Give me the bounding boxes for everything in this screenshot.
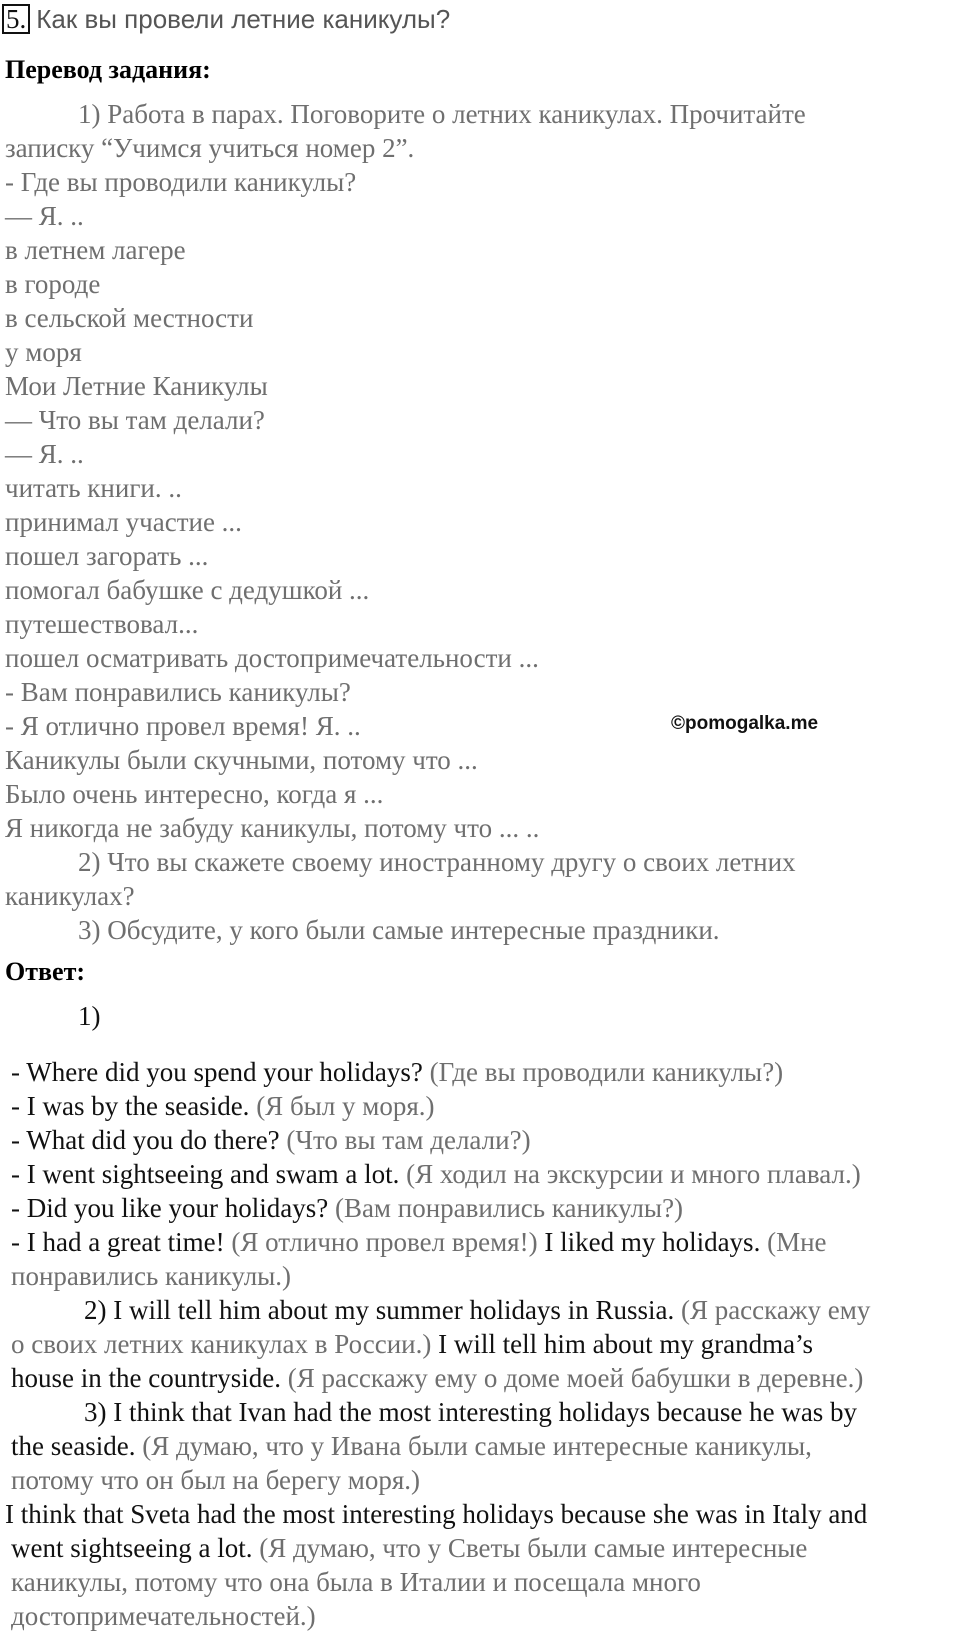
answer-english: house in the countryside. xyxy=(11,1363,281,1393)
answer-line xyxy=(11,1259,291,1293)
task-number: 5. xyxy=(2,4,30,34)
answer-english: went sightseeing a lot. xyxy=(11,1533,253,1563)
translation-line: — Что вы там делали? xyxy=(5,405,265,435)
answer-english: the seaside. xyxy=(11,1431,136,1461)
answer-russian: (Вам понравились каникулы?) xyxy=(328,1193,684,1223)
answer-line xyxy=(11,1225,827,1259)
translation-line: каникулах? xyxy=(5,881,135,911)
answer-english: - Where did you spend your holidays? xyxy=(11,1057,423,1087)
answer-russian: о своих летних каникулах в России.) xyxy=(11,1329,432,1359)
answer-english: 3) I think that Ivan had the most interesting holidays because he was by xyxy=(84,1397,858,1427)
translation-line: 1) Работа в парах. Поговорите о летних каникулах. Прочитайте xyxy=(78,99,806,129)
answer-heading: Ответ: xyxy=(5,957,86,986)
answer-line xyxy=(84,1395,857,1429)
translation-line: пошел осматривать достопримечательности ... xyxy=(5,643,539,673)
answer-russian: (Что вы там делали?) xyxy=(279,1125,531,1155)
answer-russian: (Я отлично провел время!) xyxy=(224,1227,538,1257)
answer-line xyxy=(11,1361,863,1395)
answer-english: - I was by the seaside. xyxy=(11,1091,250,1121)
answer-english: I think that Sveta had the most interesting holidays because she was in Italy and xyxy=(5,1499,868,1529)
translation-line: Было очень интересно, когда я ... xyxy=(5,779,384,809)
translation-line: у моря xyxy=(5,337,82,367)
answer-line xyxy=(11,1531,807,1565)
answer-russian: (Я расскажу ему о доме моей бабушки в деревне.) xyxy=(280,1363,864,1393)
answer-english: I will tell him about my grandma’s xyxy=(431,1329,814,1359)
watermark: ©pomogalka.me xyxy=(671,713,819,734)
answer-russian: достопримечательностей.) xyxy=(11,1601,316,1631)
translation-line: читать книги. .. xyxy=(5,473,182,503)
answer-line xyxy=(11,1157,861,1191)
translation-line: 2) Что вы скажете своему иностранному другу о своих летних xyxy=(78,847,796,877)
answer-line xyxy=(11,1565,701,1599)
translation-line: записку “Учимся учиться номер 2”. xyxy=(5,133,415,163)
answer-russian: каникулы, потому что она была в Италии и посещала много xyxy=(11,1567,701,1597)
answer-part1-label: 1) xyxy=(78,1001,101,1031)
answer-line xyxy=(11,1123,531,1157)
task-header xyxy=(2,2,450,36)
answer-english: 2) I will tell him about my summer holidays in Russia. xyxy=(84,1295,675,1325)
answer-english: - I had a great time! xyxy=(11,1227,225,1257)
answer-russian: (Я думаю, что у Светы были самые интересные xyxy=(252,1533,808,1563)
answer-line xyxy=(5,1497,867,1531)
translation-line: Мои Летние Каникулы xyxy=(5,371,268,401)
translation-line: принимал участие ... xyxy=(5,507,242,537)
answer-russian: (Я был у моря.) xyxy=(249,1091,435,1121)
answer-line xyxy=(11,1055,783,1089)
translation-line: Каникулы были скучными, потому что ... xyxy=(5,745,478,775)
translation-heading: Перевод задания: xyxy=(5,55,211,84)
translation-line: 3) Обсудите, у кого были самые интересные праздники. xyxy=(78,915,720,945)
translation-line: Я никогда не забуду каникулы, потому что ... .. xyxy=(5,813,540,843)
translation-line: — Я. .. xyxy=(5,439,84,469)
translation-line: - Я отлично провел время! Я. .. xyxy=(5,711,361,741)
answer-russian: потому что он был на берегу моря.) xyxy=(11,1465,421,1495)
translation-line: путешествовал... xyxy=(5,609,199,639)
translation-line: — Я. .. xyxy=(5,201,84,231)
answer-russian: (Я думаю, что у Ивана были самые интересные каникулы, xyxy=(135,1431,812,1461)
answer-russian: (Я ходил на экскурсии и много плавал.) xyxy=(399,1159,861,1189)
answer-russian: (Где вы проводили каникулы?) xyxy=(422,1057,784,1087)
answer-english: - What did you do there? xyxy=(11,1125,280,1155)
answer-russian: понравились каникулы.) xyxy=(11,1261,292,1291)
answer-line xyxy=(11,1599,316,1633)
answer-english: - I went sightseeing and swam a lot. xyxy=(11,1159,400,1189)
translation-line: пошел загорать ... xyxy=(5,541,209,571)
translation-line: в городе xyxy=(5,269,101,299)
answer-line xyxy=(84,1293,870,1327)
answer-russian: (Мне xyxy=(760,1227,827,1257)
translation-line: - Где вы проводили каникулы? xyxy=(5,167,357,197)
answer-line xyxy=(11,1463,420,1497)
translation-line: помогал бабушке с дедушкой ... xyxy=(5,575,370,605)
answer-line xyxy=(11,1429,812,1463)
answer-line xyxy=(11,1327,813,1361)
answer-line xyxy=(11,1089,435,1123)
answer-russian: (Я расскажу ему xyxy=(674,1295,871,1325)
translation-line: - Вам понравились каникулы? xyxy=(5,677,351,707)
translation-line: в сельской местности xyxy=(5,303,254,333)
answer-english: - Did you like your holidays? xyxy=(11,1193,329,1223)
translation-line: в летнем лагере xyxy=(5,235,186,265)
answer-english: I liked my holidays. xyxy=(537,1227,761,1257)
task-title: Как вы провели летние каникулы? xyxy=(36,4,451,34)
answer-line xyxy=(11,1191,683,1225)
